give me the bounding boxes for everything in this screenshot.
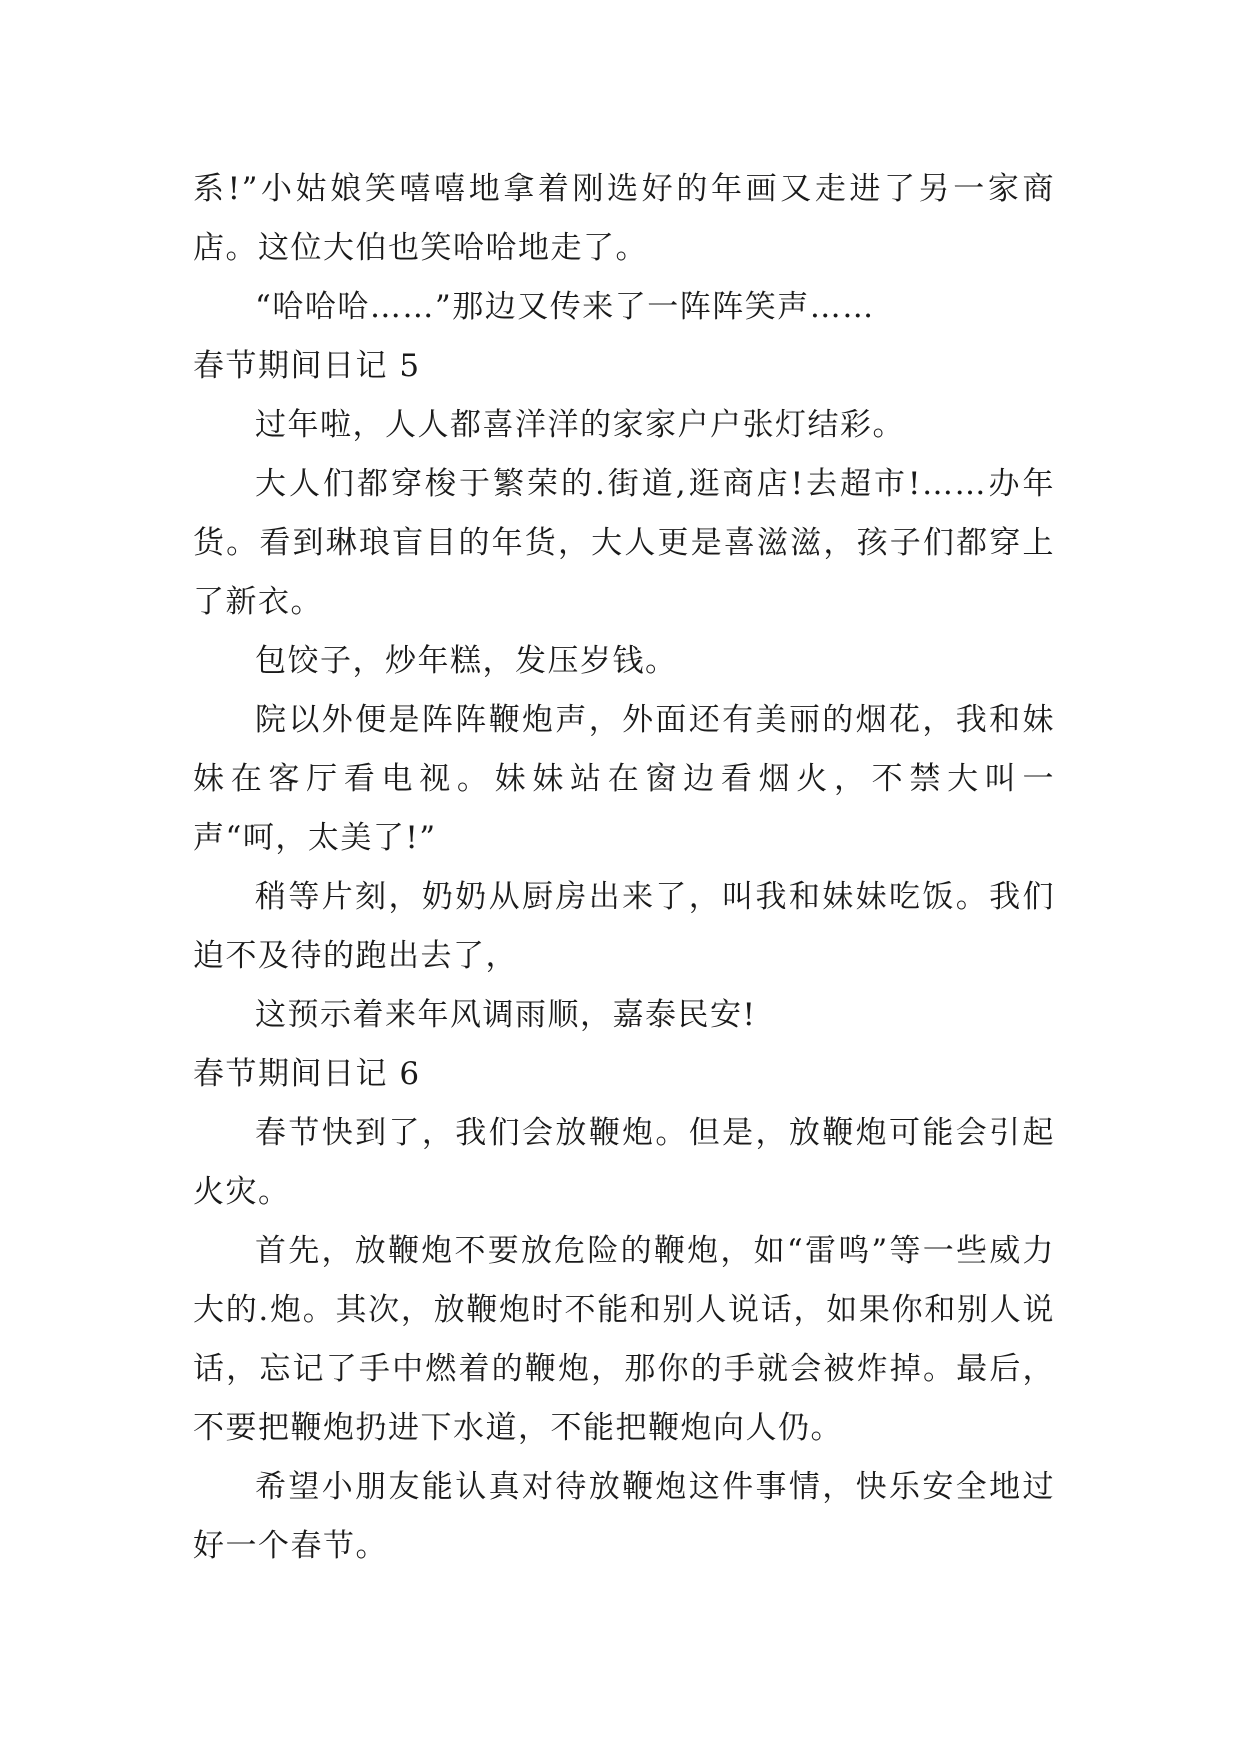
diary-6-paragraph: 春节快到了，我们会放鞭炮。但是，放鞭炮可能会引起火灾。 (193, 1115, 1055, 1210)
diary-5-paragraph: 包饺子，炒年糕，发压岁钱。 (255, 643, 678, 679)
diary-5-paragraph: 稍等片刻，奶奶从厨房出来了，叫我和妹妹吃饭。我们迫不及待的跑出去了， (193, 879, 1055, 974)
diary-6-title: 春节期间日记 6 (193, 1056, 421, 1092)
diary-5-paragraph: 大人们都穿梭于繁荣的.街道,逛商店!去超市!……办年货。看到琳琅盲目的年货，大人更是喜滋滋，孩子们都穿上了新衣。 (193, 466, 1055, 620)
diary-5-paragraph: 这预示着来年风调雨顺，嘉泰民安! (255, 997, 757, 1033)
diary-5-title: 春节期间日记 5 (193, 348, 421, 384)
continuation-paragraph: 系!”小姑娘笑嘻嘻地拿着刚选好的年画又走进了另一家商店。这位大伯也笑哈哈地走了。 (193, 171, 1055, 266)
document-page (193, 160, 1055, 1576)
continuation-paragraph-laughter: “哈哈哈……”那边又传来了一阵阵笑声…… (255, 289, 875, 325)
diary-5-paragraph: 院以外便是阵阵鞭炮声，外面还有美丽的烟花，我和妹妹在客厅看电视。妹妹站在窗边看烟火，不禁大叫一声“呵，太美了!” (193, 702, 1055, 856)
diary-6-paragraph: 希望小朋友能认真对待放鞭炮这件事情，快乐安全地过好一个春节。 (193, 1469, 1055, 1564)
diary-5-paragraph: 过年啦，人人都喜洋洋的家家户户张灯结彩。 (255, 407, 905, 443)
diary-6-paragraph: 首先，放鞭炮不要放危险的鞭炮，如“雷鸣”等一些威力大的.炮。其次，放鞭炮时不能和别人说话，如果你和别人说话，忘记了手中燃着的鞭炮，那你的手就会被炸掉。最后，不要把鞭炮扔进下水道，不能把鞭炮向人仍。 (193, 1233, 1055, 1446)
